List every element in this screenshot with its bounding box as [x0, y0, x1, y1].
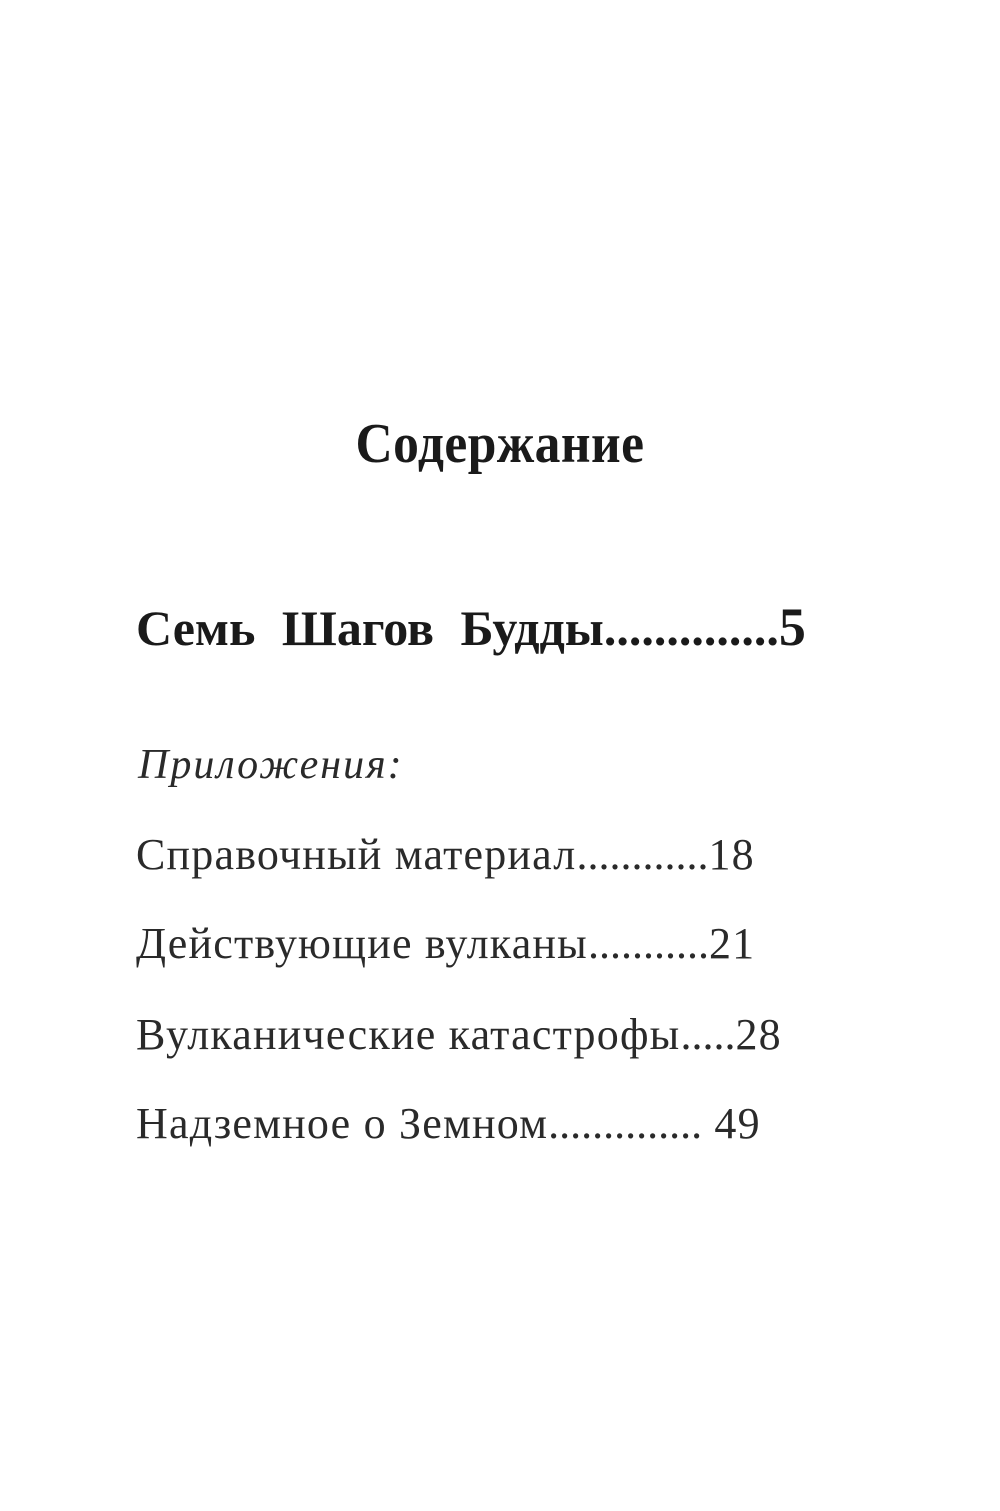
- toc-entry-label: Вулканические катастрофы: [136, 1010, 681, 1059]
- appendix-heading: Приложения:: [138, 742, 404, 788]
- toc-leader-dots: .....: [680, 1010, 736, 1059]
- toc-page-number: 49: [702, 1099, 761, 1148]
- toc-entry: [136, 1009, 782, 1061]
- toc-leader-dots: ...........: [587, 919, 709, 968]
- toc-page-number: 5: [778, 597, 806, 657]
- toc-entry-label: Действующие вулканы: [136, 919, 588, 968]
- toc-entry-label: Справочный материал: [136, 830, 577, 879]
- toc-leader-dots: ..............: [603, 600, 779, 656]
- toc-page-number: 18: [708, 830, 755, 879]
- toc-entry-label: Надземное о Земном: [136, 1099, 549, 1148]
- toc-page-number: 28: [735, 1010, 782, 1059]
- toc-page-number: 21: [708, 919, 756, 968]
- toc-entry: [136, 1098, 761, 1150]
- toc-entry: [136, 829, 755, 881]
- toc-entry-label: Семь Шагов Будды: [136, 600, 604, 656]
- toc-leader-dots: ............: [576, 830, 709, 879]
- toc-entry: [136, 918, 755, 970]
- toc-leader-dots: ..............: [548, 1099, 703, 1148]
- page-title: Содержание: [355, 413, 645, 475]
- toc-entry-main: [136, 597, 806, 658]
